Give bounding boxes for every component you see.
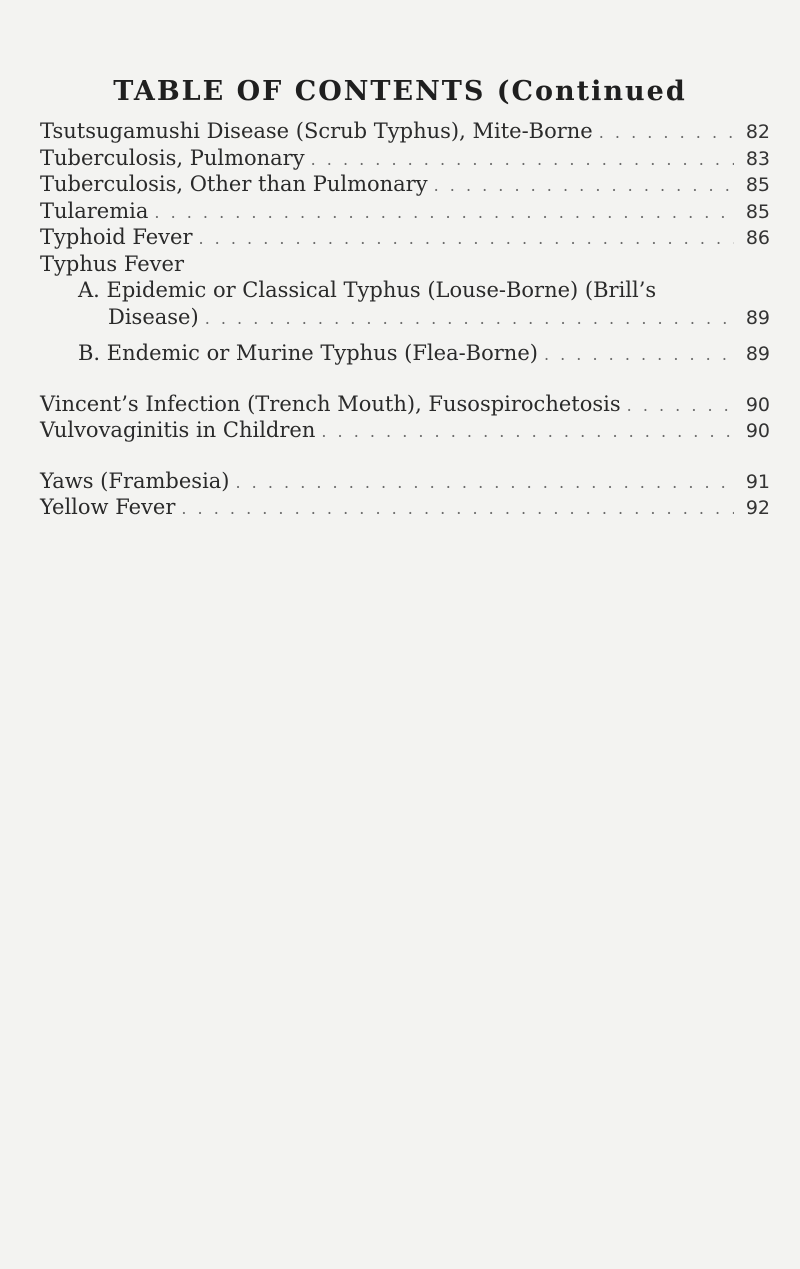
toc-entry bbox=[40, 118, 770, 145]
toc-entry-text: Yellow Fever bbox=[40, 495, 176, 519]
toc-page-number: 90 bbox=[745, 420, 770, 442]
toc-entry-text: Yaws (Frambesia) bbox=[40, 468, 230, 493]
toc-subentry bbox=[40, 340, 770, 367]
toc-entry bbox=[40, 145, 770, 172]
toc-page-number: 90 bbox=[745, 393, 770, 416]
toc-entry-text: Tsutsugamushi Disease (Scrub Typhus), Mite-Borne bbox=[40, 119, 593, 143]
toc-subentry bbox=[40, 277, 770, 304]
toc-entry bbox=[40, 171, 770, 198]
dot-leader bbox=[321, 419, 734, 446]
toc-entry bbox=[40, 468, 770, 495]
toc-entry-text: Tularemia bbox=[40, 198, 149, 223]
dot-leader bbox=[599, 120, 734, 147]
toc-entry-text: Typhus Fever bbox=[40, 251, 184, 276]
toc-page-number: 89 bbox=[745, 306, 770, 329]
toc-page-number: 85 bbox=[745, 200, 770, 223]
dot-leader bbox=[311, 147, 734, 174]
toc-entry bbox=[40, 417, 770, 444]
dot-leader bbox=[154, 200, 734, 227]
toc-subentry-continued bbox=[40, 304, 770, 331]
toc-page-number: 92 bbox=[745, 497, 770, 519]
toc-entry-text: Tuberculosis, Pulmonary bbox=[40, 145, 305, 170]
toc-entry bbox=[40, 224, 770, 251]
page-title: TABLE OF CONTENTS (Continued bbox=[113, 76, 687, 107]
toc-section-heading bbox=[40, 251, 770, 278]
toc-entry-text: Disease) bbox=[108, 304, 199, 329]
toc-entry-text: A. Epidemic or Classical Typhus (Louse-Borne) (Brill’s bbox=[78, 278, 657, 302]
dot-leader bbox=[434, 173, 734, 200]
dot-leader bbox=[205, 306, 734, 333]
toc-entry-text: Vincent’s Infection (Trench Mouth), Fusospirochetosis bbox=[40, 391, 621, 416]
dot-leader bbox=[236, 470, 735, 497]
toc-page-number: 89 bbox=[745, 343, 770, 365]
toc-entry bbox=[40, 494, 770, 521]
dot-leader bbox=[181, 496, 734, 523]
toc-list bbox=[40, 118, 770, 521]
toc-page-number: 83 bbox=[745, 147, 770, 170]
toc-page-number: 91 bbox=[745, 470, 770, 493]
toc-page-number: 85 bbox=[745, 174, 770, 196]
toc-page-number: 86 bbox=[745, 227, 770, 249]
toc-entry-text: Tuberculosis, Other than Pulmonary bbox=[40, 172, 428, 196]
toc-entry-text: Typhoid Fever bbox=[40, 225, 193, 249]
toc-entry bbox=[40, 198, 770, 225]
toc-entry-text: Vulvovaginitis in Children bbox=[40, 418, 316, 442]
dot-leader bbox=[199, 226, 735, 253]
dot-leader bbox=[627, 393, 734, 420]
toc-entry bbox=[40, 391, 770, 418]
dot-leader bbox=[544, 342, 734, 369]
toc-entry-text: B. Endemic or Murine Typhus (Flea-Borne) bbox=[78, 341, 538, 365]
toc-page-number: 82 bbox=[745, 121, 770, 143]
